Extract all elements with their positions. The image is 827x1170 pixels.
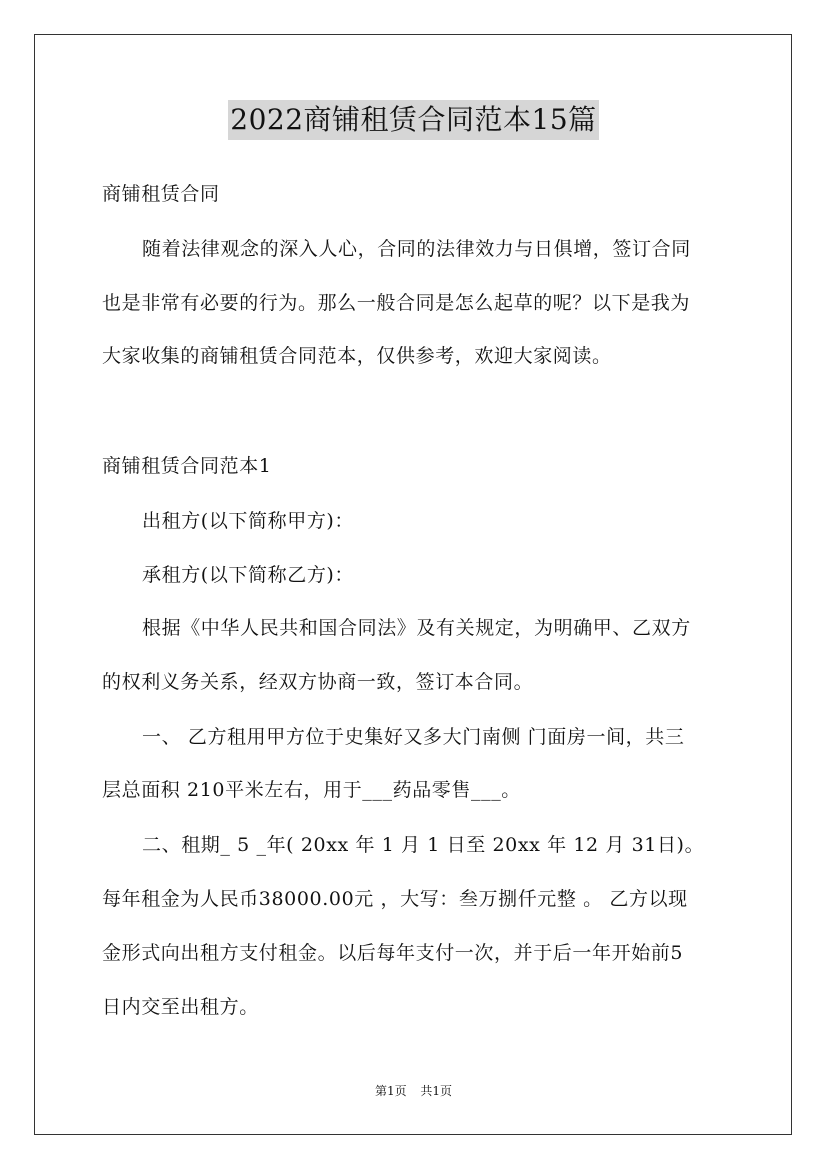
clause2-line-3: 金形式向出租方支付租金。以后每年支付一次，并于后一年开始前5 xyxy=(102,942,684,964)
intro-heading: 商铺租赁合同 xyxy=(102,183,220,205)
document-title: 2022商铺租赁合同范本15篇 xyxy=(228,100,598,140)
lessor-line: 出租方(以下简称甲方)： xyxy=(142,510,355,532)
clause2-line-4: 日内交至出租方。 xyxy=(102,996,259,1018)
clause2-line-2: 每年租金为人民币38000.00元 ，大写：叁万捌仟元整 。 乙方以现 xyxy=(102,888,688,910)
clause2-line-1: 二、租期_ 5 _年( 20xx 年 1 月 1 日至 20xx 年 12 月 31日)。 xyxy=(142,834,705,856)
basis-line-2: 的权利义务关系，经双方协商一致，签订本合同。 xyxy=(102,671,534,693)
title-wrap xyxy=(0,100,827,140)
lessee-line: 承租方(以下简称乙方)： xyxy=(142,564,355,586)
basis-line-1: 根据《中华人民共和国合同法》及有关规定，为明确甲、乙双方 xyxy=(142,617,691,639)
page-number: 第1页 xyxy=(374,1084,407,1098)
page-footer xyxy=(0,1083,827,1099)
clause1-line-1: 一、 乙方租用甲方位于史集好又多大门南侧 门面房一间，共三 xyxy=(142,726,685,748)
section-heading: 商铺租赁合同范本1 xyxy=(102,455,272,477)
page-total: 共1页 xyxy=(420,1084,453,1098)
clause1-line-2: 层总面积 210平米左右，用于___药品零售___。 xyxy=(102,779,521,801)
intro-line-1: 随着法律观念的深入人心，合同的法律效力与日俱增，签订合同 xyxy=(142,238,691,260)
intro-line-2: 也是非常有必要的行为。那么一般合同是怎么起草的呢？以下是我为 xyxy=(102,292,691,314)
intro-line-3: 大家收集的商铺租赁合同范本，仅供参考，欢迎大家阅读。 xyxy=(102,345,612,367)
